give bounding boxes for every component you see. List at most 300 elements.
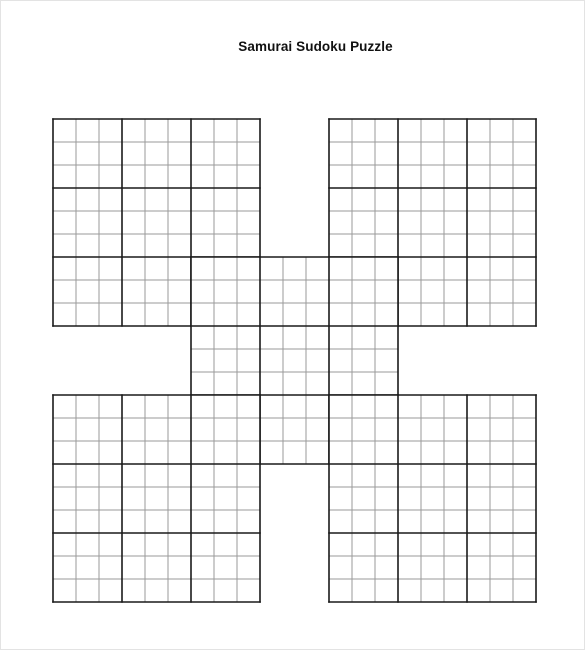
sudoku-cell[interactable]	[53, 211, 76, 234]
sudoku-cell[interactable]	[53, 165, 76, 188]
sudoku-cell[interactable]	[490, 487, 513, 510]
sudoku-cell[interactable]	[214, 372, 237, 395]
sudoku-cell[interactable]	[490, 395, 513, 418]
sudoku-cell[interactable]	[76, 257, 99, 280]
sudoku-cell[interactable]	[122, 165, 145, 188]
sudoku-cell[interactable]	[306, 303, 329, 326]
sudoku-cell[interactable]	[53, 303, 76, 326]
sudoku-cell[interactable]	[214, 303, 237, 326]
sudoku-cell[interactable]	[513, 533, 536, 556]
sudoku-cell[interactable]	[99, 533, 122, 556]
sudoku-cell[interactable]	[352, 556, 375, 579]
sudoku-cell[interactable]	[191, 556, 214, 579]
sudoku-cell[interactable]	[444, 418, 467, 441]
sudoku-cell[interactable]	[191, 326, 214, 349]
sudoku-cell[interactable]	[260, 280, 283, 303]
sudoku-cell[interactable]	[513, 119, 536, 142]
sudoku-cell[interactable]	[375, 579, 398, 602]
sudoku-cell[interactable]	[76, 165, 99, 188]
sudoku-cell[interactable]	[444, 579, 467, 602]
sudoku-cell[interactable]	[467, 165, 490, 188]
sudoku-cell[interactable]	[490, 556, 513, 579]
sudoku-cell[interactable]	[306, 326, 329, 349]
sudoku-cell[interactable]	[53, 280, 76, 303]
sudoku-cell[interactable]	[352, 510, 375, 533]
sudoku-cell[interactable]	[421, 257, 444, 280]
sudoku-cell[interactable]	[513, 464, 536, 487]
sudoku-cell[interactable]	[352, 349, 375, 372]
sudoku-cell[interactable]	[467, 533, 490, 556]
sudoku-cell[interactable]	[490, 533, 513, 556]
sudoku-cell[interactable]	[306, 372, 329, 395]
sudoku-cell[interactable]	[513, 165, 536, 188]
sudoku-cell[interactable]	[467, 303, 490, 326]
sudoku-cell[interactable]	[375, 510, 398, 533]
sudoku-cell[interactable]	[145, 119, 168, 142]
sudoku-cell[interactable]	[260, 257, 283, 280]
sudoku-cell[interactable]	[352, 142, 375, 165]
sudoku-cell[interactable]	[421, 510, 444, 533]
sudoku-cell[interactable]	[513, 280, 536, 303]
sudoku-cell[interactable]	[490, 303, 513, 326]
sudoku-cell[interactable]	[191, 418, 214, 441]
sudoku-cell[interactable]	[329, 464, 352, 487]
sudoku-cell[interactable]	[53, 487, 76, 510]
sudoku-cell[interactable]	[168, 142, 191, 165]
sudoku-cell[interactable]	[76, 487, 99, 510]
sudoku-cell[interactable]	[76, 464, 99, 487]
sudoku-cell[interactable]	[375, 441, 398, 464]
sudoku-cell[interactable]	[329, 395, 352, 418]
sudoku-cell[interactable]	[467, 280, 490, 303]
sudoku-cell[interactable]	[214, 533, 237, 556]
sudoku-cell[interactable]	[375, 464, 398, 487]
sudoku-cell[interactable]	[306, 418, 329, 441]
sudoku-cell[interactable]	[352, 257, 375, 280]
sudoku-cell[interactable]	[398, 510, 421, 533]
sudoku-cell[interactable]	[99, 487, 122, 510]
sudoku-cell[interactable]	[99, 303, 122, 326]
sudoku-cell[interactable]	[375, 234, 398, 257]
sudoku-cell[interactable]	[306, 349, 329, 372]
sudoku-cell[interactable]	[329, 280, 352, 303]
sudoku-cell[interactable]	[421, 487, 444, 510]
sudoku-cell[interactable]	[467, 211, 490, 234]
sudoku-cell[interactable]	[398, 395, 421, 418]
sudoku-cell[interactable]	[191, 533, 214, 556]
sudoku-cell[interactable]	[122, 510, 145, 533]
sudoku-cell[interactable]	[99, 395, 122, 418]
sudoku-cell[interactable]	[490, 188, 513, 211]
sudoku-cell[interactable]	[99, 441, 122, 464]
sudoku-cell[interactable]	[214, 326, 237, 349]
sudoku-cell[interactable]	[444, 165, 467, 188]
sudoku-cell[interactable]	[191, 349, 214, 372]
sudoku-cell[interactable]	[513, 579, 536, 602]
sudoku-cell[interactable]	[237, 119, 260, 142]
sudoku-cell[interactable]	[513, 303, 536, 326]
sudoku-cell[interactable]	[99, 234, 122, 257]
sudoku-cell[interactable]	[99, 165, 122, 188]
sudoku-cell[interactable]	[145, 280, 168, 303]
sudoku-cell[interactable]	[444, 487, 467, 510]
sudoku-cell[interactable]	[168, 395, 191, 418]
sudoku-cell[interactable]	[329, 556, 352, 579]
sudoku-cell[interactable]	[145, 188, 168, 211]
sudoku-cell[interactable]	[168, 280, 191, 303]
sudoku-cell[interactable]	[398, 257, 421, 280]
sudoku-cell[interactable]	[145, 395, 168, 418]
sudoku-cell[interactable]	[191, 234, 214, 257]
sudoku-cell[interactable]	[145, 142, 168, 165]
sudoku-cell[interactable]	[444, 303, 467, 326]
sudoku-cell[interactable]	[513, 188, 536, 211]
sudoku-cell[interactable]	[398, 464, 421, 487]
sudoku-cell[interactable]	[375, 487, 398, 510]
sudoku-cell[interactable]	[421, 533, 444, 556]
sudoku-cell[interactable]	[122, 303, 145, 326]
sudoku-cell[interactable]	[421, 119, 444, 142]
sudoku-cell[interactable]	[191, 395, 214, 418]
sudoku-cell[interactable]	[122, 280, 145, 303]
sudoku-cell[interactable]	[375, 418, 398, 441]
sudoku-cell[interactable]	[490, 234, 513, 257]
sudoku-cell[interactable]	[490, 510, 513, 533]
sudoku-cell[interactable]	[168, 510, 191, 533]
sudoku-cell[interactable]	[375, 372, 398, 395]
sudoku-cell[interactable]	[191, 303, 214, 326]
sudoku-cell[interactable]	[352, 211, 375, 234]
sudoku-cell[interactable]	[352, 165, 375, 188]
sudoku-cell[interactable]	[99, 257, 122, 280]
sudoku-cell[interactable]	[444, 234, 467, 257]
sudoku-cell[interactable]	[237, 395, 260, 418]
sudoku-cell[interactable]	[168, 234, 191, 257]
sudoku-cell[interactable]	[467, 418, 490, 441]
sudoku-cell[interactable]	[76, 395, 99, 418]
sudoku-cell[interactable]	[398, 119, 421, 142]
sudoku-cell[interactable]	[99, 188, 122, 211]
sudoku-cell[interactable]	[398, 556, 421, 579]
sudoku-cell[interactable]	[122, 257, 145, 280]
sudoku-cell[interactable]	[191, 510, 214, 533]
sudoku-cell[interactable]	[421, 418, 444, 441]
sudoku-cell[interactable]	[145, 487, 168, 510]
sudoku-cell[interactable]	[398, 142, 421, 165]
sudoku-cell[interactable]	[490, 280, 513, 303]
sudoku-cell[interactable]	[237, 556, 260, 579]
sudoku-cell[interactable]	[214, 441, 237, 464]
sudoku-cell[interactable]	[191, 257, 214, 280]
sudoku-cell[interactable]	[53, 188, 76, 211]
sudoku-cell[interactable]	[214, 510, 237, 533]
sudoku-cell[interactable]	[214, 257, 237, 280]
sudoku-cell[interactable]	[145, 510, 168, 533]
sudoku-cell[interactable]	[76, 142, 99, 165]
sudoku-cell[interactable]	[145, 303, 168, 326]
sudoku-cell[interactable]	[145, 464, 168, 487]
sudoku-cell[interactable]	[191, 464, 214, 487]
sudoku-cell[interactable]	[76, 303, 99, 326]
sudoku-cell[interactable]	[467, 579, 490, 602]
sudoku-cell[interactable]	[237, 326, 260, 349]
sudoku-cell[interactable]	[490, 464, 513, 487]
sudoku-cell[interactable]	[237, 165, 260, 188]
sudoku-cell[interactable]	[260, 441, 283, 464]
sudoku-cell[interactable]	[352, 464, 375, 487]
sudoku-cell[interactable]	[76, 579, 99, 602]
sudoku-cell[interactable]	[513, 487, 536, 510]
sudoku-cell[interactable]	[513, 441, 536, 464]
sudoku-cell[interactable]	[375, 556, 398, 579]
sudoku-cell[interactable]	[329, 257, 352, 280]
sudoku-cell[interactable]	[214, 349, 237, 372]
sudoku-cell[interactable]	[191, 441, 214, 464]
sudoku-cell[interactable]	[329, 349, 352, 372]
sudoku-cell[interactable]	[329, 418, 352, 441]
sudoku-cell[interactable]	[76, 211, 99, 234]
sudoku-cell[interactable]	[329, 441, 352, 464]
sudoku-cell[interactable]	[168, 533, 191, 556]
sudoku-cell[interactable]	[283, 280, 306, 303]
sudoku-cell[interactable]	[191, 579, 214, 602]
sudoku-cell[interactable]	[421, 464, 444, 487]
sudoku-cell[interactable]	[329, 211, 352, 234]
sudoku-cell[interactable]	[467, 188, 490, 211]
sudoku-cell[interactable]	[421, 579, 444, 602]
sudoku-cell[interactable]	[490, 441, 513, 464]
sudoku-cell[interactable]	[237, 372, 260, 395]
sudoku-cell[interactable]	[214, 165, 237, 188]
sudoku-cell[interactable]	[375, 211, 398, 234]
sudoku-cell[interactable]	[99, 510, 122, 533]
sudoku-cell[interactable]	[168, 556, 191, 579]
sudoku-cell[interactable]	[237, 579, 260, 602]
sudoku-cell[interactable]	[53, 510, 76, 533]
sudoku-cell[interactable]	[513, 142, 536, 165]
sudoku-cell[interactable]	[168, 579, 191, 602]
sudoku-cell[interactable]	[122, 188, 145, 211]
sudoku-cell[interactable]	[214, 464, 237, 487]
sudoku-cell[interactable]	[122, 395, 145, 418]
sudoku-cell[interactable]	[352, 372, 375, 395]
sudoku-cell[interactable]	[421, 165, 444, 188]
sudoku-cell[interactable]	[398, 418, 421, 441]
sudoku-cell[interactable]	[398, 211, 421, 234]
sudoku-cell[interactable]	[76, 533, 99, 556]
sudoku-cell[interactable]	[306, 441, 329, 464]
sudoku-cell[interactable]	[214, 211, 237, 234]
sudoku-cell[interactable]	[283, 418, 306, 441]
sudoku-cell[interactable]	[283, 372, 306, 395]
sudoku-cell[interactable]	[53, 234, 76, 257]
sudoku-cell[interactable]	[444, 533, 467, 556]
sudoku-cell[interactable]	[375, 326, 398, 349]
sudoku-cell[interactable]	[398, 579, 421, 602]
sudoku-cell[interactable]	[329, 142, 352, 165]
sudoku-cell[interactable]	[398, 188, 421, 211]
sudoku-cell[interactable]	[306, 280, 329, 303]
sudoku-cell[interactable]	[444, 188, 467, 211]
sudoku-cell[interactable]	[53, 464, 76, 487]
sudoku-cell[interactable]	[444, 510, 467, 533]
sudoku-cell[interactable]	[145, 211, 168, 234]
sudoku-cell[interactable]	[283, 326, 306, 349]
sudoku-cell[interactable]	[99, 142, 122, 165]
sudoku-cell[interactable]	[490, 142, 513, 165]
sudoku-cell[interactable]	[122, 533, 145, 556]
sudoku-cell[interactable]	[283, 441, 306, 464]
sudoku-cell[interactable]	[168, 211, 191, 234]
sudoku-cell[interactable]	[283, 257, 306, 280]
sudoku-cell[interactable]	[122, 441, 145, 464]
sudoku-cell[interactable]	[76, 556, 99, 579]
sudoku-cell[interactable]	[168, 464, 191, 487]
sudoku-cell[interactable]	[191, 372, 214, 395]
sudoku-cell[interactable]	[513, 556, 536, 579]
sudoku-cell[interactable]	[99, 579, 122, 602]
sudoku-cell[interactable]	[398, 441, 421, 464]
sudoku-cell[interactable]	[237, 510, 260, 533]
sudoku-cell[interactable]	[421, 211, 444, 234]
sudoku-cell[interactable]	[306, 257, 329, 280]
sudoku-cell[interactable]	[237, 464, 260, 487]
sudoku-cell[interactable]	[99, 418, 122, 441]
sudoku-cell[interactable]	[214, 280, 237, 303]
sudoku-cell[interactable]	[237, 349, 260, 372]
sudoku-cell[interactable]	[398, 234, 421, 257]
sudoku-cell[interactable]	[421, 142, 444, 165]
sudoku-cell[interactable]	[467, 395, 490, 418]
sudoku-cell[interactable]	[99, 464, 122, 487]
sudoku-cell[interactable]	[237, 211, 260, 234]
sudoku-cell[interactable]	[214, 119, 237, 142]
sudoku-cell[interactable]	[490, 418, 513, 441]
sudoku-cell[interactable]	[237, 441, 260, 464]
sudoku-cell[interactable]	[168, 119, 191, 142]
sudoku-cell[interactable]	[375, 188, 398, 211]
sudoku-cell[interactable]	[122, 142, 145, 165]
sudoku-cell[interactable]	[329, 303, 352, 326]
sudoku-cell[interactable]	[467, 119, 490, 142]
sudoku-cell[interactable]	[329, 188, 352, 211]
sudoku-cell[interactable]	[145, 533, 168, 556]
sudoku-cell[interactable]	[214, 395, 237, 418]
sudoku-cell[interactable]	[375, 142, 398, 165]
sudoku-cell[interactable]	[260, 418, 283, 441]
sudoku-cell[interactable]	[122, 487, 145, 510]
sudoku-cell[interactable]	[352, 395, 375, 418]
sudoku-cell[interactable]	[444, 257, 467, 280]
sudoku-cell[interactable]	[306, 395, 329, 418]
sudoku-cell[interactable]	[99, 211, 122, 234]
sudoku-cell[interactable]	[352, 303, 375, 326]
sudoku-cell[interactable]	[53, 441, 76, 464]
sudoku-cell[interactable]	[145, 234, 168, 257]
sudoku-cell[interactable]	[237, 188, 260, 211]
sudoku-cell[interactable]	[237, 257, 260, 280]
sudoku-cell[interactable]	[260, 395, 283, 418]
sudoku-cell[interactable]	[53, 119, 76, 142]
sudoku-cell[interactable]	[490, 211, 513, 234]
sudoku-cell[interactable]	[53, 533, 76, 556]
sudoku-cell[interactable]	[329, 533, 352, 556]
sudoku-cell[interactable]	[283, 303, 306, 326]
sudoku-cell[interactable]	[352, 487, 375, 510]
sudoku-cell[interactable]	[444, 211, 467, 234]
sudoku-cell[interactable]	[421, 441, 444, 464]
sudoku-cell[interactable]	[145, 579, 168, 602]
sudoku-cell[interactable]	[513, 211, 536, 234]
sudoku-cell[interactable]	[237, 303, 260, 326]
sudoku-cell[interactable]	[513, 234, 536, 257]
sudoku-cell[interactable]	[76, 119, 99, 142]
sudoku-cell[interactable]	[444, 142, 467, 165]
sudoku-cell[interactable]	[145, 418, 168, 441]
sudoku-cell[interactable]	[168, 165, 191, 188]
sudoku-cell[interactable]	[191, 119, 214, 142]
sudoku-cell[interactable]	[375, 533, 398, 556]
sudoku-cell[interactable]	[237, 418, 260, 441]
sudoku-cell[interactable]	[513, 257, 536, 280]
sudoku-cell[interactable]	[513, 395, 536, 418]
sudoku-cell[interactable]	[352, 188, 375, 211]
sudoku-cell[interactable]	[214, 188, 237, 211]
sudoku-cell[interactable]	[122, 418, 145, 441]
sudoku-cell[interactable]	[214, 579, 237, 602]
sudoku-cell[interactable]	[329, 165, 352, 188]
sudoku-cell[interactable]	[237, 533, 260, 556]
sudoku-cell[interactable]	[145, 441, 168, 464]
sudoku-cell[interactable]	[375, 395, 398, 418]
sudoku-cell[interactable]	[490, 119, 513, 142]
sudoku-cell[interactable]	[53, 142, 76, 165]
sudoku-cell[interactable]	[375, 119, 398, 142]
sudoku-cell[interactable]	[122, 119, 145, 142]
sudoku-cell[interactable]	[168, 418, 191, 441]
sudoku-cell[interactable]	[398, 487, 421, 510]
sudoku-cell[interactable]	[214, 556, 237, 579]
sudoku-cell[interactable]	[122, 234, 145, 257]
sudoku-cell[interactable]	[76, 234, 99, 257]
sudoku-cell[interactable]	[283, 395, 306, 418]
sudoku-cell[interactable]	[53, 418, 76, 441]
sudoku-cell[interactable]	[214, 418, 237, 441]
sudoku-cell[interactable]	[168, 188, 191, 211]
sudoku-cell[interactable]	[214, 142, 237, 165]
sudoku-cell[interactable]	[168, 257, 191, 280]
sudoku-cell[interactable]	[329, 510, 352, 533]
sudoku-cell[interactable]	[191, 211, 214, 234]
sudoku-cell[interactable]	[398, 303, 421, 326]
sudoku-cell[interactable]	[53, 395, 76, 418]
sudoku-cell[interactable]	[76, 441, 99, 464]
sudoku-cell[interactable]	[76, 418, 99, 441]
sudoku-cell[interactable]	[352, 533, 375, 556]
sudoku-cell[interactable]	[398, 165, 421, 188]
sudoku-cell[interactable]	[467, 234, 490, 257]
sudoku-cell[interactable]	[191, 188, 214, 211]
sudoku-cell[interactable]	[168, 487, 191, 510]
sudoku-cell[interactable]	[467, 441, 490, 464]
sudoku-cell[interactable]	[467, 487, 490, 510]
sudoku-cell[interactable]	[99, 280, 122, 303]
sudoku-cell[interactable]	[214, 234, 237, 257]
sudoku-cell[interactable]	[421, 280, 444, 303]
sudoku-cell[interactable]	[444, 119, 467, 142]
sudoku-cell[interactable]	[352, 119, 375, 142]
sudoku-cell[interactable]	[237, 234, 260, 257]
